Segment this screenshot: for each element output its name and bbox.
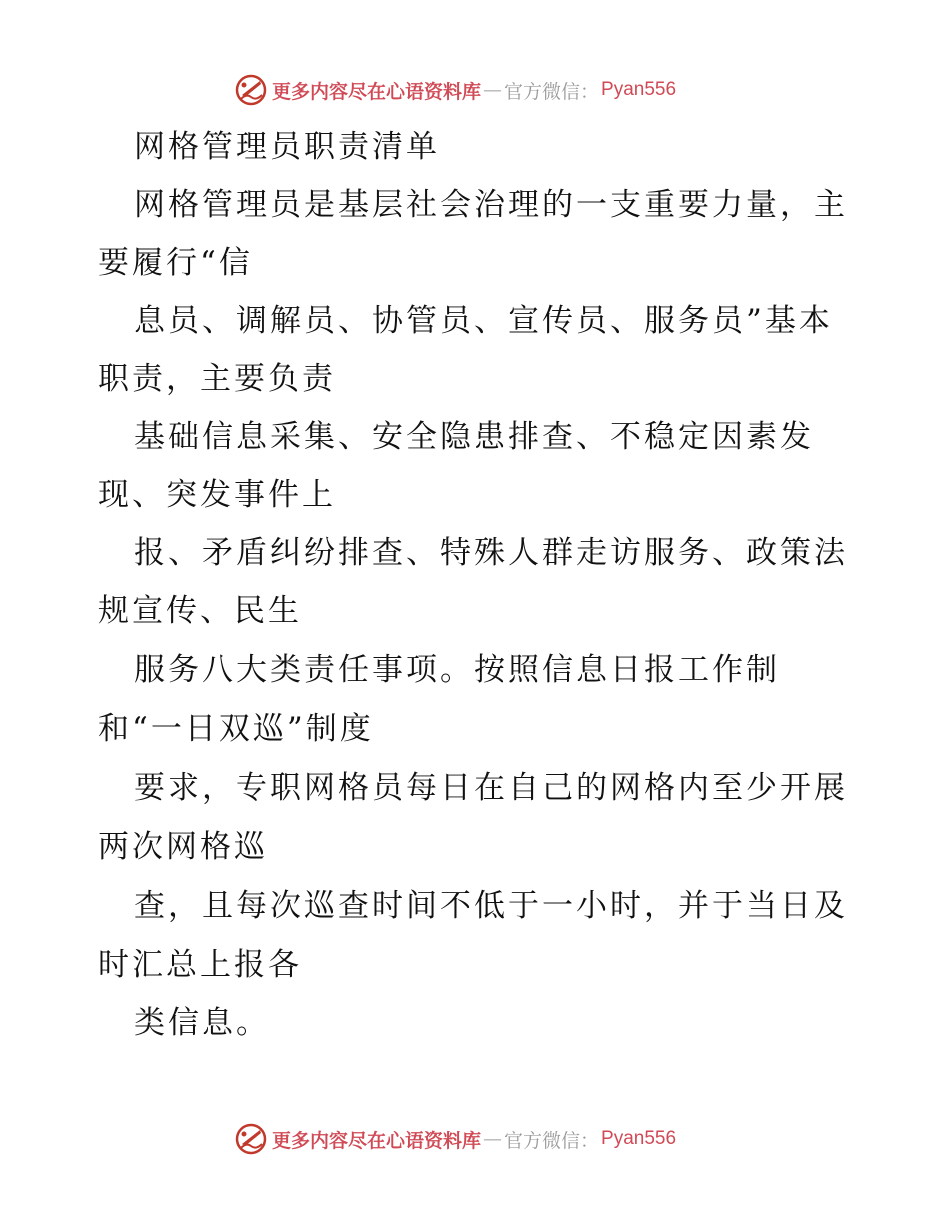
- watermark-wechat-id: Pyan556: [601, 79, 677, 100]
- watermark-dash: —: [483, 79, 503, 101]
- text-line: 报、矛盾纠纷排查、特殊人群走访服务、政策法: [134, 535, 848, 571]
- text-line: 两次网格巡: [98, 829, 268, 865]
- footer-watermark: [234, 1119, 676, 1159]
- text-line: 要求，专职网格员每日在自己的网格内至少开展: [134, 770, 848, 806]
- watermark-wechat-label: 官方微信：: [504, 80, 600, 103]
- watermark-wechat-label: 官方微信：: [504, 1129, 600, 1152]
- watermark-dash: —: [483, 1128, 503, 1150]
- text-line: 现、突发事件上: [98, 477, 336, 513]
- text-line: 查，且每次巡查时间不低于一小时，并于当日及: [134, 888, 848, 924]
- watermark-brand-text: 更多内容尽在心语资料库: [272, 1129, 482, 1152]
- brand-logo-icon: [234, 1122, 268, 1156]
- text-line: 基础信息采集、安全隐患排查、不稳定因素发: [134, 419, 814, 455]
- document-title: 网格管理员职责清单: [134, 129, 440, 165]
- header-watermark: [234, 70, 676, 110]
- text-line: 息员、调解员、协管员、宣传员、服务员”基本: [134, 303, 833, 339]
- text-line: 规宣传、民生: [98, 593, 302, 629]
- watermark-brand-text: 更多内容尽在心语资料库: [272, 80, 482, 103]
- text-line: 职责，主要负责: [98, 361, 336, 397]
- text-line: 网格管理员是基层社会治理的一支重要力量，主: [134, 187, 848, 223]
- text-line: 要履行“信: [98, 245, 253, 281]
- text-line: 和“一日双巡”制度: [98, 711, 374, 747]
- watermark-wechat-id: Pyan556: [601, 1128, 677, 1149]
- text-line: 服务八大类责任事项。按照信息日报工作制: [134, 652, 780, 688]
- text-line: 类信息。: [134, 1005, 270, 1041]
- text-line: 时汇总上报各: [98, 947, 302, 983]
- brand-logo-icon: [234, 73, 268, 107]
